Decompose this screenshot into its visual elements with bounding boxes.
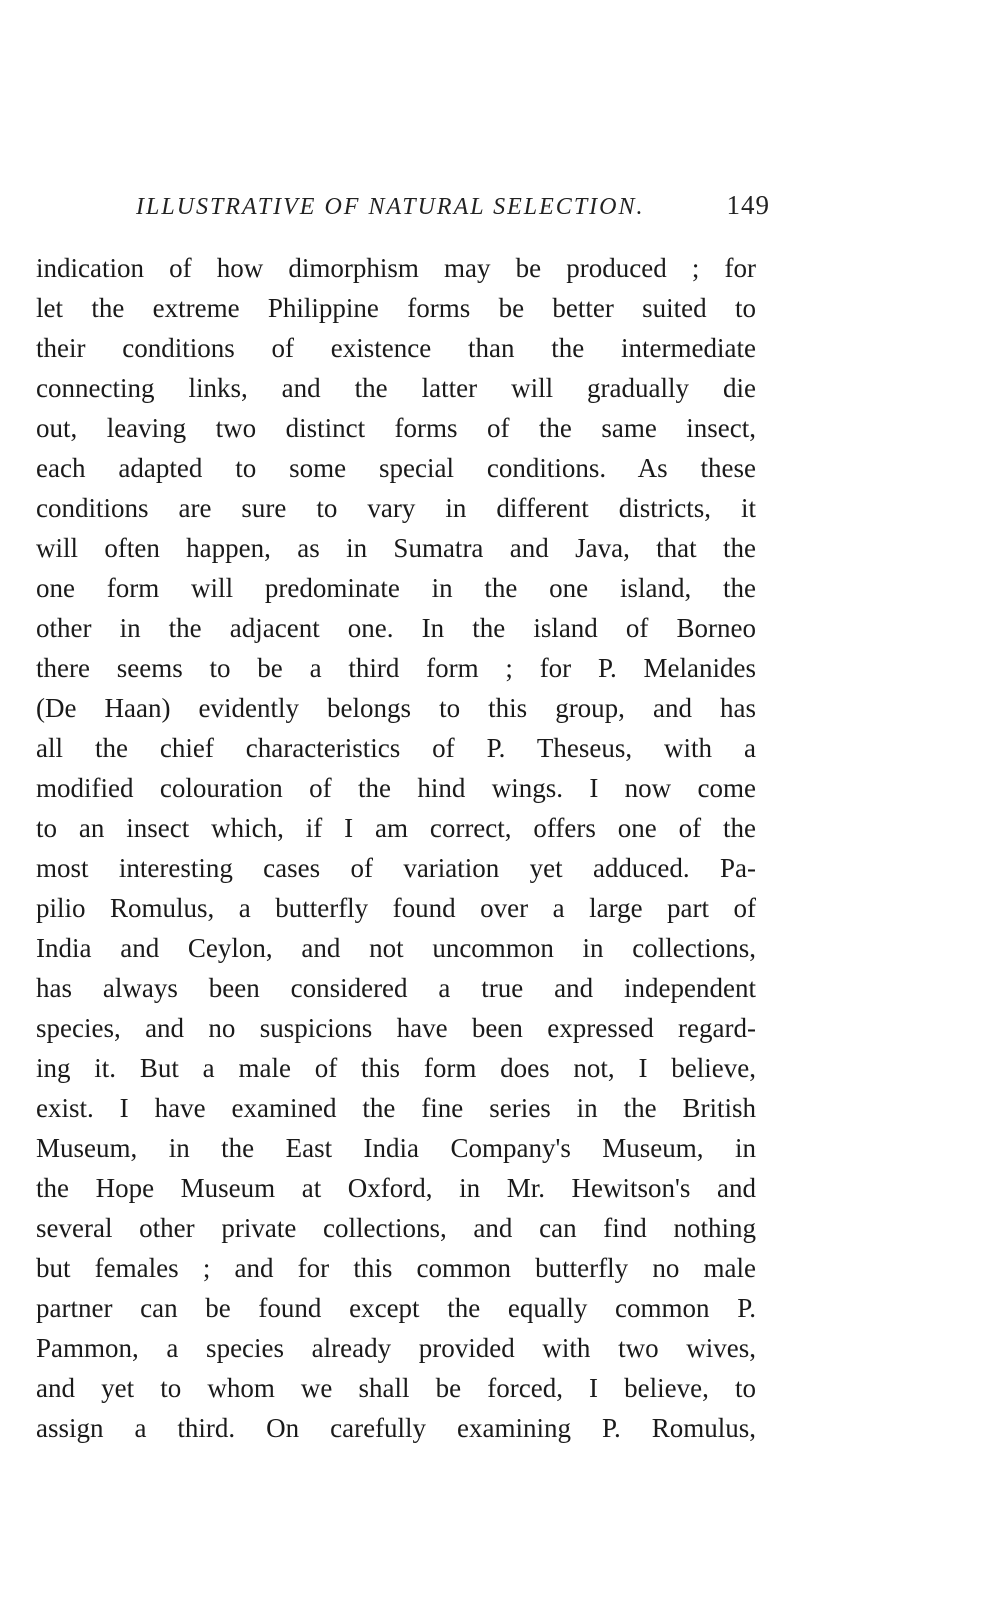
text-line: and yet to whom we shall be forced, I believe, to (36, 1373, 756, 1403)
text-line: one form will predominate in the one island, the (36, 573, 756, 603)
text-line: partner can be found except the equally common P. (36, 1293, 756, 1323)
text-line: species, and no suspicions have been expressed regard- (36, 1013, 756, 1043)
text-line: will often happen, as in Sumatra and Java, that the (36, 533, 756, 563)
text-line: exist. I have examined the fine series in the British (36, 1093, 756, 1123)
text-line: connecting links, and the latter will gradually die (36, 373, 756, 403)
text-line: to an insect which, if I am correct, offers one of the (36, 813, 756, 843)
text-line: the Hope Museum at Oxford, in Mr. Hewitson's and (36, 1173, 756, 1203)
running-title: ILLUSTRATIVE OF NATURAL SELECTION. (136, 194, 645, 220)
text-line: out, leaving two distinct forms of the same insect, (36, 413, 756, 443)
text-line: pilio Romulus, a butterfly found over a large part of (36, 893, 756, 923)
running-head (130, 190, 770, 230)
text-line: (De Haan) evidently belongs to this group, and has (36, 693, 756, 723)
text-line: several other private collections, and can find nothing (36, 1213, 756, 1243)
text-line: most interesting cases of variation yet adduced. Pa- (36, 853, 756, 883)
text-line: Pammon, a species already provided with two wives, (36, 1333, 756, 1363)
text-line: conditions are sure to vary in different districts, it (36, 493, 756, 523)
text-line: their conditions of existence than the intermediate (36, 333, 756, 363)
text-line: India and Ceylon, and not uncommon in collections, (36, 933, 756, 963)
text-line: let the extreme Philippine forms be better suited to (36, 293, 756, 323)
text-line: each adapted to some special conditions. As these (36, 453, 756, 483)
text-line: has always been considered a true and independent (36, 973, 756, 1003)
text-line: assign a third. On carefully examining P. Romulus, (36, 1413, 756, 1443)
text-line: other in the adjacent one. In the island of Borneo (36, 613, 756, 643)
text-line: there seems to be a third form ; for P. Melanides (36, 653, 756, 683)
text-line: modified colouration of the hind wings. I now come (36, 773, 756, 803)
text-line: but females ; and for this common butterfly no male (36, 1253, 756, 1283)
body-text (36, 248, 756, 1448)
text-line: indication of how dimorphism may be produced ; for (36, 253, 756, 283)
text-line: ing it. But a male of this form does not, I believe, (36, 1053, 756, 1083)
page-number: 149 (726, 190, 770, 220)
text-line: Museum, in the East India Company's Museum, in (36, 1133, 756, 1163)
text-line: all the chief characteristics of P. Theseus, with a (36, 733, 756, 763)
